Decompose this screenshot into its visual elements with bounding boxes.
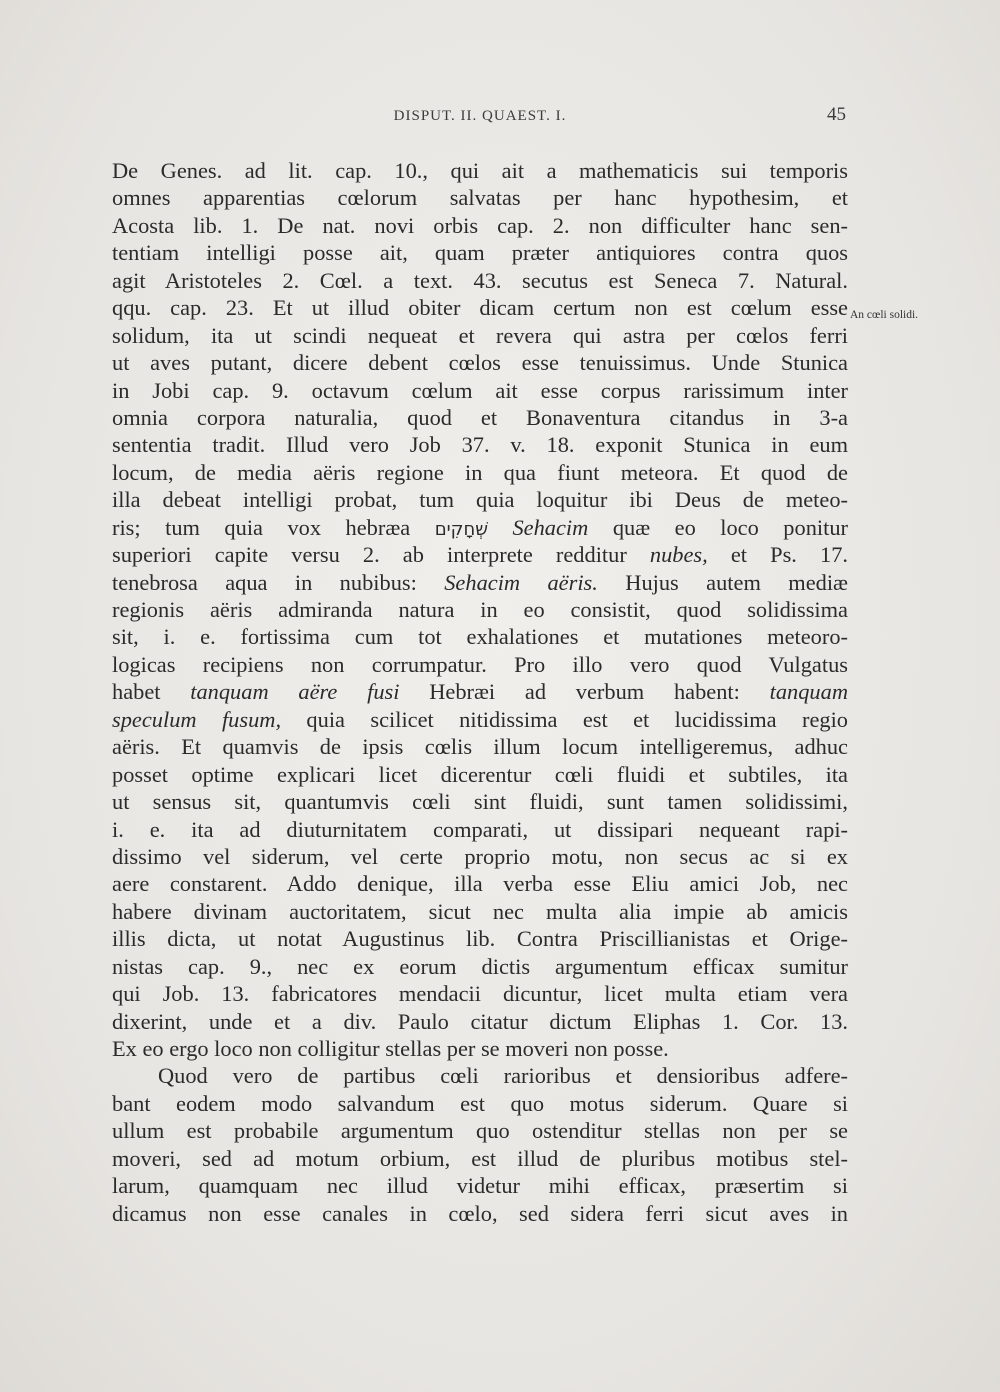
text-line [112, 239, 848, 266]
text-line [112, 404, 848, 431]
text-line [112, 1145, 848, 1172]
text-run: in Jobi cap. 9. octavum cœlum ait esse corpus rarissimum inter [112, 377, 848, 403]
text-run: aëris. Et quamvis de ipsis cœlis illum locum intelligeremus, adhuc [112, 734, 848, 760]
text-line [112, 623, 848, 650]
text-run: habet [112, 679, 191, 705]
text-line [112, 1200, 848, 1227]
text-run: superiori capite versu 2. ab interprete redditur [112, 542, 650, 568]
text-line [112, 898, 848, 925]
text-run: locum, de media aëris regione in qua fiunt meteora. Et quod de [112, 459, 848, 485]
text-run: ut aves putant, dicere debent cœlos esse tenuissimus. Unde Stunica [112, 350, 848, 376]
text-run: dixerint, unde et a div. Paulo citatur dictum Eliphas 1. Cor. 13. [112, 1008, 848, 1034]
text-run: i. e. ita ad diuturnitatem comparati, ut dissipari nequeant rapi- [112, 816, 848, 842]
text-run: illis dicta, ut notat Augustinus lib. Contra Priscillianistas et Orige- [112, 926, 848, 952]
text-run: dicamus non esse canales in cœlo, sed sidera ferri sicut aves in [112, 1200, 848, 1226]
text-run: posset optime explicari licet dicerentur cœli fluidi et subtiles, ita [112, 761, 848, 787]
text-run: quæ eo loco ponitur [588, 514, 848, 540]
italic-run: tanquam [769, 679, 848, 705]
text-line [112, 843, 848, 870]
text-run: Ex eo ergo loco non colligitur stellas per se moveri non posse. [112, 1036, 669, 1061]
text-run: bant eodem modo salvandum est quo motus siderum. Quare si [112, 1090, 848, 1116]
running-title: DISPUT. II. QUAEST. I. [393, 108, 567, 124]
text-line [112, 486, 848, 513]
text-line [112, 377, 848, 404]
text-run: logicas recipiens non corrumpatur. Pro illo vero quod Vulgatus [112, 651, 848, 677]
text-run: omnia corpora naturalia, quod et Bonaventura citandus in 3-a [112, 404, 848, 430]
text-run: larum, quamquam nec illud videtur mihi efficax, præsertim si [112, 1173, 848, 1199]
text-line [112, 1062, 848, 1089]
text-line [112, 1090, 848, 1117]
text-line [112, 541, 848, 568]
text-line [112, 870, 848, 897]
margin-note: An cœli solidi. [850, 309, 919, 321]
text-run: habere divinam auctoritatem, sicut nec multa alia impie ab amicis [112, 898, 848, 924]
text-run: tentiam intelligi posse ait, quam præter antiquiores contra quos [112, 240, 848, 266]
text-line [112, 733, 848, 760]
text-run: Acosta lib. 1. De nat. novi orbis cap. 2. non difficulter hanc sen- [112, 212, 848, 238]
text-line [112, 349, 848, 376]
running-head [112, 104, 848, 130]
text-line [112, 267, 848, 294]
text-run: qui Job. 13. fabricatores mendacii dicuntur, licet multa etiam vera [112, 981, 848, 1007]
text-run: omnes apparentias cœlorum salvatas per hanc hypothesim, et [112, 185, 848, 211]
text-line [112, 980, 848, 1007]
text-line [112, 1117, 848, 1144]
text-line [112, 322, 848, 349]
text-line [112, 212, 848, 239]
text-run: Hebræi ad verbum habent: [399, 679, 770, 705]
text-run: Quod vero de partibus cœli rarioribus et densioribus adfere- [158, 1063, 848, 1089]
hebrew-word: שְׁחָקִים [434, 518, 488, 540]
italic-run: speculum fusum, [112, 706, 282, 732]
text-run: agit Aristoteles 2. Cœl. a text. 43. secutus est Seneca 7. Natural. [112, 267, 848, 293]
text-line [112, 184, 848, 211]
text-line [112, 596, 848, 623]
body-text [112, 157, 848, 1227]
text-line [112, 788, 848, 815]
italic-run: Sehacim [512, 514, 589, 540]
text-run: qqu. cap. 23. Et ut illud obiter dicam certum non est cœlum esse [112, 295, 848, 321]
text-line [112, 1035, 848, 1062]
text-line [112, 761, 848, 788]
text-run: sit, i. e. fortissima cum tot exhalationes et mutationes meteoro- [112, 624, 848, 650]
text-run: nistas cap. 9., nec ex eorum dictis argumentum efficax sumitur [112, 953, 848, 979]
text-run: tenebrosa aqua in nubibus: [112, 569, 445, 595]
text-run: ullum est probabile argumentum quo ostenditur stellas non per se [112, 1118, 848, 1144]
text-run [488, 515, 513, 540]
text-line [112, 157, 848, 184]
text-line [112, 459, 848, 486]
text-run: illa debeat intelligi probat, tum quia loquitur ibi Deus de meteo- [112, 487, 848, 513]
text-line [112, 953, 848, 980]
text-run: solidum, ita ut scindi nequeat et revera qui astra per cœlos ferri [112, 322, 848, 348]
text-run: aere constarent. Addo denique, illa verba esse Eliu amici Job, nec [112, 871, 848, 897]
text-run: moveri, sed ad motum orbium, est illud de pluribus motibus stel- [112, 1145, 848, 1171]
text-run: Hujus autem mediæ [597, 569, 848, 595]
text-run: sententia tradit. Illud vero Job 37. v. 18. exponit Stunica in eum [112, 432, 848, 458]
text-line [112, 431, 848, 458]
text-run: ris; tum quia vox hebræa [112, 514, 435, 540]
text-line [112, 1172, 848, 1199]
text-run: regionis aëris admiranda natura in eo consistit, quod solidissima [112, 597, 848, 622]
page-number: 45 [827, 104, 846, 125]
text-line [112, 816, 848, 843]
text-line [112, 514, 848, 541]
text-run: ut sensus sit, quantumvis cœli sint fluidi, sunt tamen solidissimi, [112, 789, 848, 815]
text-line [112, 1008, 848, 1035]
text-run: De Genes. ad lit. cap. 10., qui ait a mathematicis sui temporis [112, 158, 848, 183]
text-line [112, 706, 848, 733]
text-run: et Ps. 17. [707, 542, 848, 568]
text-line [112, 678, 848, 705]
text-run: quia scilicet nitidissima est et lucidissima regio [281, 706, 848, 732]
text-line [112, 294, 848, 321]
italic-run: nubes, [649, 542, 708, 568]
text-line [112, 569, 848, 596]
text-line [112, 651, 848, 678]
text-line [112, 925, 848, 952]
italic-run: Sehacim aëris. [444, 569, 598, 595]
italic-run: tanquam aëre fusi [190, 679, 400, 705]
text-run: dissimo vel siderum, vel certe proprio motu, non secus ac si ex [112, 843, 848, 869]
